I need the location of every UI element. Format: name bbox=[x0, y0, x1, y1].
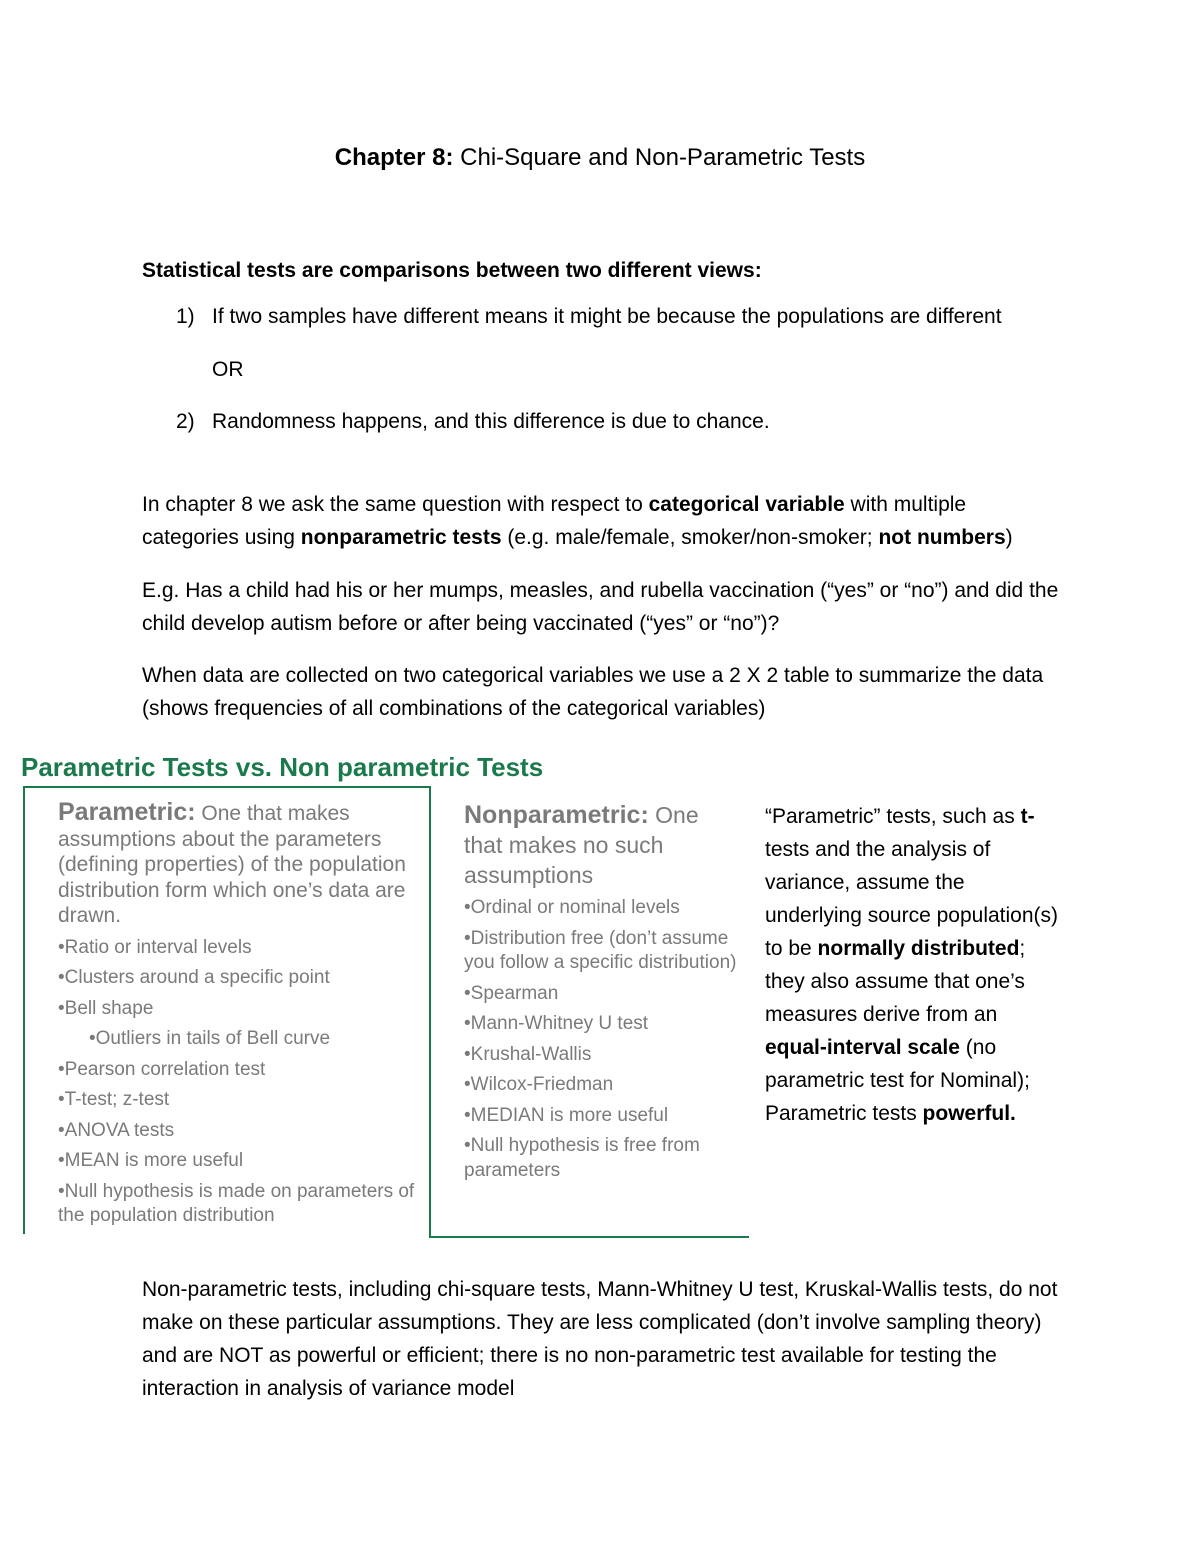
text-run-bold: equal-interval scale bbox=[765, 1036, 960, 1059]
text-run: ) bbox=[1005, 526, 1013, 549]
parametric-column bbox=[58, 800, 424, 1229]
list-item-2 bbox=[176, 410, 770, 434]
nonparametric-definition-text: One that makes no such assumptions bbox=[464, 802, 699, 888]
list-item: •Pearson correlation test bbox=[58, 1058, 266, 1080]
text-run-bold: normally distributed bbox=[817, 937, 1020, 960]
title-text: Chi-Square and Non-Parametric Tests bbox=[453, 144, 866, 171]
page-title bbox=[0, 144, 1200, 172]
nonparametric-heading: Nonparametric: bbox=[464, 801, 649, 829]
list-item: •Distribution free (don’t assume you follow a specific distribution) bbox=[464, 927, 737, 973]
list-item: •Outliers in tails of Bell curve bbox=[89, 1028, 331, 1049]
text-run: “Parametric” tests, such as bbox=[765, 805, 1021, 828]
text-run: (e.g. male/female, smoker/non-smoker; bbox=[501, 526, 879, 549]
text-run: tests and the analysis of variance, assume the underlying source population(s) to be bbox=[765, 838, 1059, 960]
list-item: •MEDIAN is more useful bbox=[464, 1104, 669, 1126]
parametric-heading: Parametric: bbox=[58, 798, 196, 826]
parametric-definition bbox=[58, 800, 424, 930]
text-run: In chapter 8 we ask the same question with respect to bbox=[142, 493, 649, 516]
text-run: (no parametric test for Nominal); Parametric tests bbox=[765, 1036, 1030, 1125]
paragraph-table: When data are collected on two categorical variables we use a 2 X 2 table to summarize the data (shows frequencies of all combinations of the categorical variables) bbox=[142, 664, 1044, 720]
nonparametric-column bbox=[464, 800, 742, 1183]
parametric-definition-text: One that makes assumptions about the parameters (defining properties) of the population distribution form which one’s data are drawn. bbox=[58, 802, 406, 927]
paragraph-example: E.g. Has a child had his or her mumps, measles, and rubella vaccination (“yes” or “no”) and did the child develop autism before or after being vaccinated (“yes” or “no”)? bbox=[142, 579, 1059, 635]
list-item: •Mann-Whitney U test bbox=[464, 1013, 649, 1034]
text-run: with multiple categories using bbox=[142, 493, 967, 549]
list-number: 1) bbox=[176, 305, 195, 328]
list-item: •ANOVA tests bbox=[58, 1119, 175, 1141]
text-run-bold: not numbers bbox=[878, 526, 1006, 549]
intro-heading: Statistical tests are comparisons between two different views: bbox=[142, 259, 762, 282]
slide-title: Parametric Tests vs. Non parametric Tests bbox=[21, 752, 544, 782]
paragraph-categorical bbox=[142, 488, 1062, 554]
list-item: •MEAN is more useful bbox=[58, 1150, 244, 1171]
paragraph-nonparametric: Non-parametric tests, including chi-square tests, Mann-Whitney U test, Kruskal-Wallis tests, do not make on these particular assumptions. They are less complicated (don’t involve sampling theory) and are NOT as powerful or efficient; there is no non-parametric test available for testing the interaction in analysis of variance model bbox=[142, 1278, 1058, 1400]
text-run-bold: t- bbox=[1020, 805, 1035, 828]
list-item: •Clusters around a specific point bbox=[58, 967, 330, 988]
text-run-bold: powerful. bbox=[922, 1102, 1016, 1125]
list-text: If two samples have different means it might be because the populations are different bbox=[212, 305, 1002, 328]
list-item: •Bell shape bbox=[58, 997, 154, 1019]
list-number: 2) bbox=[176, 410, 195, 433]
nonparametric-definition bbox=[464, 800, 742, 890]
list-item-1 bbox=[176, 305, 1002, 329]
text-run-bold: nonparametric tests bbox=[300, 526, 502, 549]
list-item: •Spearman bbox=[464, 982, 559, 1004]
list-item: •Ordinal or nominal levels bbox=[464, 897, 680, 918]
list-item: •Null hypothesis is free from parameters bbox=[464, 1135, 700, 1181]
list-item: •Ratio or interval levels bbox=[58, 936, 252, 958]
list-item: •T-test; z-test bbox=[58, 1089, 170, 1110]
text-run-bold: categorical variable bbox=[648, 493, 845, 516]
side-note bbox=[765, 800, 1060, 1130]
title-chapter: Chapter 8: bbox=[334, 144, 454, 171]
list-item: •Null hypothesis is made on parameters of the population distribution bbox=[58, 1180, 415, 1226]
or-text: OR bbox=[212, 358, 244, 381]
list-item: •Krushal-Wallis bbox=[464, 1043, 592, 1065]
list-item: •Wilcox-Friedman bbox=[464, 1074, 614, 1095]
text-run: ; they also assume that one’s measures derive from an bbox=[765, 937, 1026, 1026]
list-text: Randomness happens, and this difference is due to chance. bbox=[212, 410, 770, 433]
